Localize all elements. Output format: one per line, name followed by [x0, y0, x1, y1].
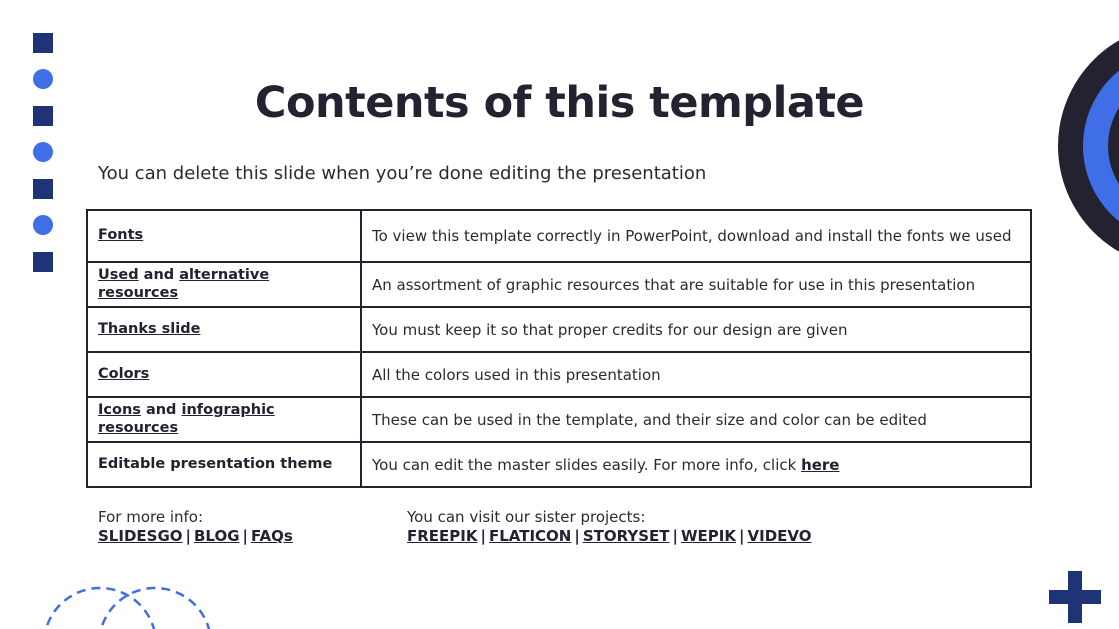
- separator: |: [739, 527, 745, 545]
- footer-links: [407, 527, 811, 546]
- blog-link[interactable]: BLOG: [194, 527, 240, 545]
- row-label: [87, 210, 361, 262]
- row-label: [87, 262, 361, 307]
- wepik-link[interactable]: WEPIK: [681, 527, 737, 545]
- videvo-link[interactable]: VIDEVO: [747, 527, 812, 545]
- circle-dot-icon: [33, 215, 53, 235]
- row-description: You must keep it so that proper credits for our design are given: [361, 307, 1031, 352]
- row-description-text: You can edit the master slides easily. For more info, click: [372, 455, 802, 474]
- row-label: [87, 307, 361, 352]
- faqs-link[interactable]: FAQs: [251, 527, 293, 545]
- square-dot-icon: [33, 252, 53, 272]
- plus-icon: [1049, 571, 1101, 623]
- row-description: These can be used in the template, and their size and color can be edited: [361, 397, 1031, 442]
- table-row: [87, 397, 1031, 442]
- separator: |: [672, 527, 679, 545]
- infographic-resources-link[interactable]: infographic resources: [98, 402, 275, 436]
- row-label: [87, 352, 361, 397]
- table-row: [87, 352, 1031, 397]
- colors-link[interactable]: Colors: [98, 365, 150, 382]
- separator: |: [574, 527, 580, 545]
- used-resources-link[interactable]: Used: [98, 267, 139, 284]
- label-connector: and: [138, 267, 180, 284]
- table-row: [87, 210, 1031, 262]
- row-description: [361, 442, 1031, 487]
- separator: |: [480, 527, 486, 545]
- footer-more-info: [98, 508, 293, 546]
- separator: |: [185, 527, 191, 545]
- contents-table: [86, 209, 1032, 488]
- fonts-link[interactable]: Fonts: [98, 227, 144, 244]
- table-row: [87, 442, 1031, 487]
- row-description: All the colors used in this presentation: [361, 352, 1031, 397]
- icons-link[interactable]: Icons: [98, 402, 141, 419]
- row-description: An assortment of graphic resources that are suitable for use in this presentation: [361, 262, 1031, 307]
- row-description: To view this template correctly in PowerPoint, download and install the fonts we used: [361, 210, 1031, 262]
- ring-decoration-icon: [1040, 10, 1119, 280]
- footer-links: [98, 527, 293, 546]
- label-connector: and: [140, 402, 182, 419]
- table-row: [87, 262, 1031, 307]
- slidesgo-link[interactable]: SLIDESGO: [98, 527, 183, 545]
- page-title: Contents of this template: [254, 78, 865, 128]
- table-row: [87, 307, 1031, 352]
- page-subtitle: You can delete this slide when you’re done editing the presentation: [98, 163, 707, 184]
- editable-theme-label: Editable presentation theme: [98, 455, 333, 472]
- freepik-link[interactable]: FREEPIK: [407, 527, 478, 545]
- footer-heading: For more info:: [98, 508, 204, 526]
- alternative-resources-link[interactable]: alternative resources: [98, 267, 270, 301]
- square-dot-icon: [33, 33, 53, 53]
- thanks-slide-link[interactable]: Thanks slide: [98, 320, 201, 337]
- circle-dot-icon: [33, 142, 53, 162]
- here-link[interactable]: here: [801, 455, 840, 474]
- square-dot-icon: [33, 179, 53, 199]
- storyset-link[interactable]: STORYSET: [582, 527, 670, 545]
- footer-heading: You can visit our sister projects:: [407, 508, 646, 526]
- row-label: [87, 442, 361, 487]
- row-label: [87, 397, 361, 442]
- footer-sister-projects: [407, 508, 811, 546]
- separator: |: [242, 527, 249, 545]
- flaticon-link[interactable]: FLATICON: [488, 527, 572, 545]
- dashed-arc-decoration-icon: [40, 582, 215, 629]
